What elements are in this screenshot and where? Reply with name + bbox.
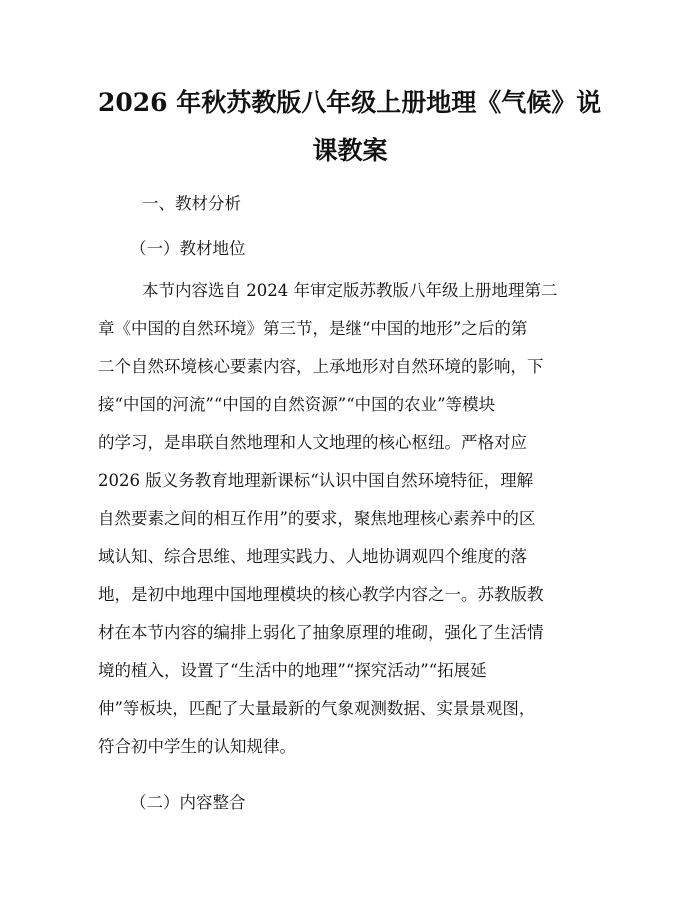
paragraph-line: 章《中国的自然环境》第三节，是继“中国的地形”之后的第 (98, 319, 528, 338)
paragraph-line: 伸”等板块，匹配了大量最新的气象观测数据、实景景观图， (98, 699, 536, 718)
subsection-heading-content-integration: （二）内容整合 (130, 793, 246, 812)
paragraph-line: 地，是初中地理中国地理模块的核心教学内容之一。苏教版教 (98, 585, 544, 604)
title-line-2: 课教案 (312, 136, 388, 165)
paragraph-line: 2026 版义务教育地理新课标“认识中国自然环境特征，理解 (98, 471, 534, 490)
paragraph-line: 二个自然环境核心要素内容，上承地形对自然环境的影响，下 (98, 357, 544, 376)
paragraph-line: 材在本节内容的编排上弱化了抽象原理的堆砌，强化了生活情 (98, 623, 544, 642)
subsection-heading-material-position: （一）教材地位 (130, 239, 246, 258)
title-line-1: 2026 年秋苏教版八年级上册地理《气候》说 (98, 88, 602, 117)
paragraph-line: 境的植入，设置了“生活中的地理”“探究活动”“拓展延 (98, 661, 487, 680)
paragraph-line: 域认知、综合思维、地理实践力、人地协调观四个维度的落 (98, 547, 527, 566)
paragraph-line: 本节内容选自 2024 年审定版苏教版八年级上册地理第二 (142, 281, 558, 300)
section-heading-materials-analysis: 一、教材分析 (142, 194, 241, 213)
paragraph-line: 接“中国的河流”“中国的自然资源”“中国的农业”等模块 (98, 395, 496, 414)
paragraph-line: 符合初中学生的认知规律。 (98, 737, 296, 756)
paragraph-line: 自然要素之间的相互作用”的要求，聚焦地理核心素养中的区 (98, 509, 536, 528)
paragraph-line: 的学习，是串联自然地理和人文地理的核心枢纽。严格对应 (98, 433, 527, 452)
